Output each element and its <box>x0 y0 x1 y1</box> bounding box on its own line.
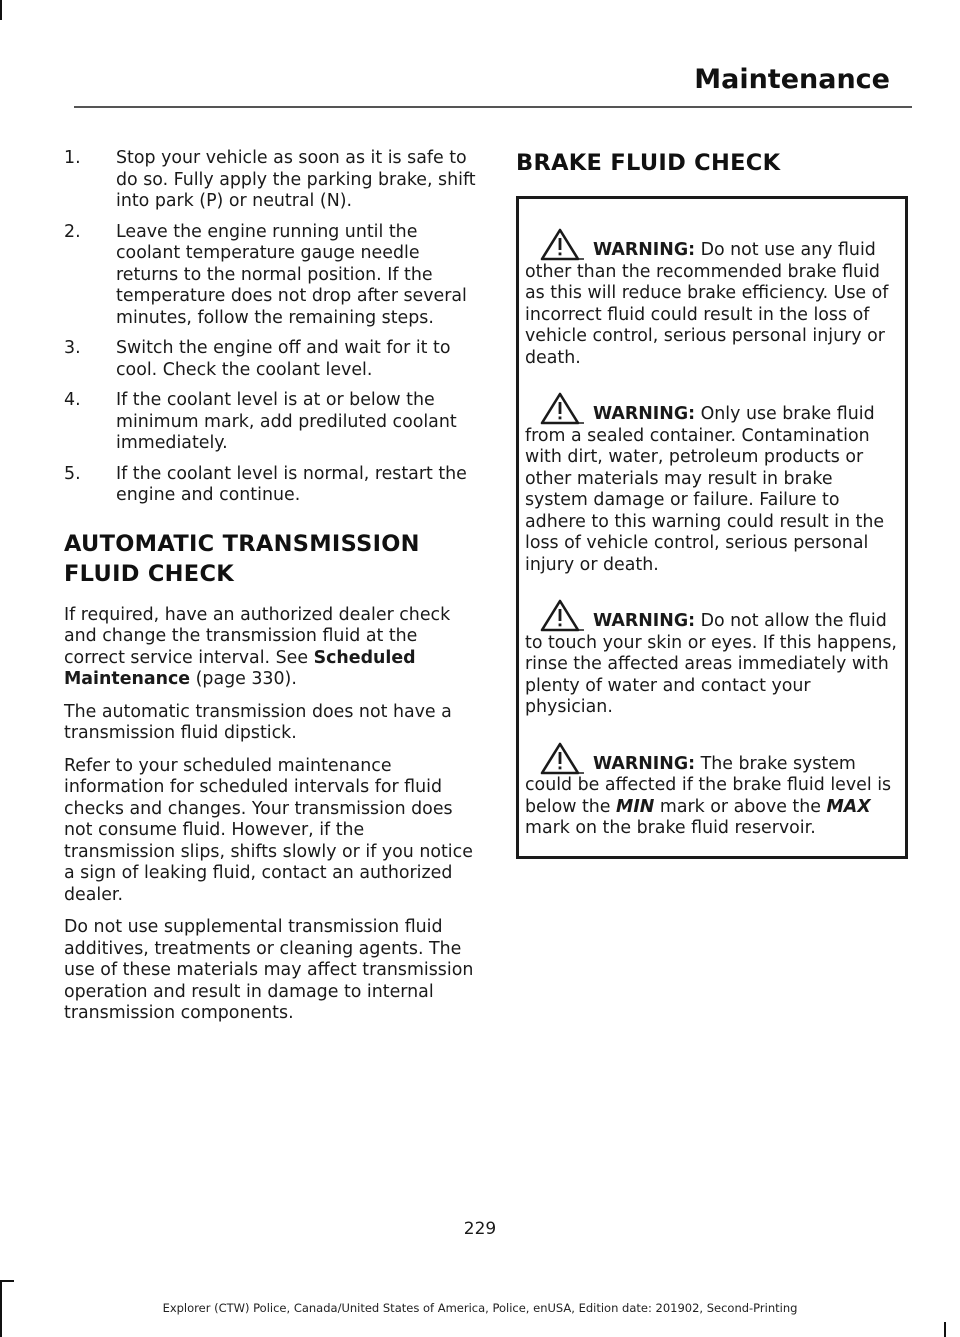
warning-text: mark or above the <box>654 796 827 817</box>
atf-paragraph-2: The automatic transmission does not have a transmission fluid dipstick. <box>64 701 452 743</box>
right-column <box>516 148 908 859</box>
warning-item <box>525 391 899 576</box>
warning-label: WARNING: <box>593 240 696 260</box>
warning-triangle-icon <box>539 227 585 261</box>
warning-label: WARNING: <box>593 404 696 424</box>
warning-text: The brake system could be affected if the brake fluid level is below the <box>525 753 892 817</box>
list-item <box>64 148 476 213</box>
list-item <box>64 464 476 507</box>
warning-item <box>525 227 899 369</box>
step-text: Stop your vehicle as soon as it is safe to do so. Fully apply the parking brake, shift into park (P) or neutral (N). <box>116 148 476 211</box>
atf-p1-text: If required, have an authorized dealer check and change the transmission fluid at the correct service interval. See <box>64 604 451 668</box>
brake-fluid-heading: BRAKE FLUID CHECK <box>516 150 781 176</box>
warning-label: WARNING: <box>593 753 696 774</box>
left-column <box>64 148 476 1036</box>
warning-triangle-icon <box>539 598 585 632</box>
scheduled-maintenance-link[interactable]: Scheduled Maintenance <box>64 647 416 689</box>
step-number: 5. <box>64 463 81 484</box>
step-number: 4. <box>64 390 81 410</box>
warning-text: Only use brake fluid from a sealed container. Contamination with dirt, water, petroleum products or other materials may result in brake system damage or failure. Failure to adhere to this warning could result in the loss of vehicle control, serious personal injury or death. <box>525 404 885 575</box>
atf-paragraph-3: Refer to your scheduled maintenance information for scheduled intervals for fluid checks and changes. Your transmission does not consume fluid. However, if the transmission slips, shifts slowly or if you notice a sign of leaking fluid, contact an authorized dealer. <box>64 755 473 905</box>
step-number: 3. <box>64 338 81 358</box>
coolant-steps-list <box>64 148 476 507</box>
page-number: 229 <box>463 1219 497 1239</box>
page-title: Maintenance <box>694 64 890 95</box>
step-number: 1. <box>64 148 81 168</box>
list-item <box>64 390 476 455</box>
header-divider <box>74 106 912 108</box>
warning-text: Do not use any fluid other than the recommended brake fluid as this will reduce brake efficiency. Use of incorrect fluid could result in the loss of vehicle control, serious personal injury or death. <box>525 240 889 368</box>
crop-mark-top-left <box>0 0 2 20</box>
min-mark-label: MIN <box>616 796 655 817</box>
step-text: Leave the engine running until the coolant temperature gauge needle returns to the normal position. If the temperature does not drop after several minutes, follow the remaining steps. <box>116 221 467 328</box>
atf-paragraph-4: Do not use supplemental transmission fluid additives, treatments or cleaning agents. The use of these materials may affect transmission operation and result in damage to internal transmission components. <box>64 917 474 1023</box>
warning-text: Do not allow the fluid to touch your skin or eyes. If this happens, rinse the affected areas immediately with plenty of water and contact your physician. <box>525 611 897 717</box>
list-item <box>64 222 476 330</box>
warning-label: WARNING: <box>593 611 696 631</box>
max-mark-label: MAX <box>826 796 871 817</box>
footer-text: Explorer (CTW) Police, Canada/United States of America, Police, enUSA, Edition date: 201902, Second-Printing <box>162 1301 798 1315</box>
atf-heading <box>64 529 476 589</box>
warning-item <box>525 598 899 719</box>
crop-mark-bottom-left-h <box>0 1280 14 1282</box>
list-item <box>64 338 476 381</box>
step-text: If the coolant level is at or below the minimum mark, add prediluted coolant immediately. <box>116 390 457 453</box>
atf-paragraph-1 <box>64 605 476 691</box>
warning-item <box>525 741 899 840</box>
atf-p1-page-ref: (page 330). <box>190 669 297 689</box>
step-text: If the coolant level is normal, restart the engine and continue. <box>116 463 467 505</box>
warning-triangle-icon <box>539 741 585 775</box>
step-text: Switch the engine off and wait for it to cool. Check the coolant level. <box>116 338 451 380</box>
step-number: 2. <box>64 221 81 242</box>
crop-mark-bottom-right <box>944 1322 946 1337</box>
warning-triangle-icon <box>539 391 585 425</box>
warning-text: mark on the brake fluid reservoir. <box>525 818 816 838</box>
warning-box <box>516 196 908 859</box>
atf-heading-line1: AUTOMATIC TRANSMISSION <box>64 530 420 557</box>
atf-heading-line2: FLUID CHECK <box>64 560 235 587</box>
